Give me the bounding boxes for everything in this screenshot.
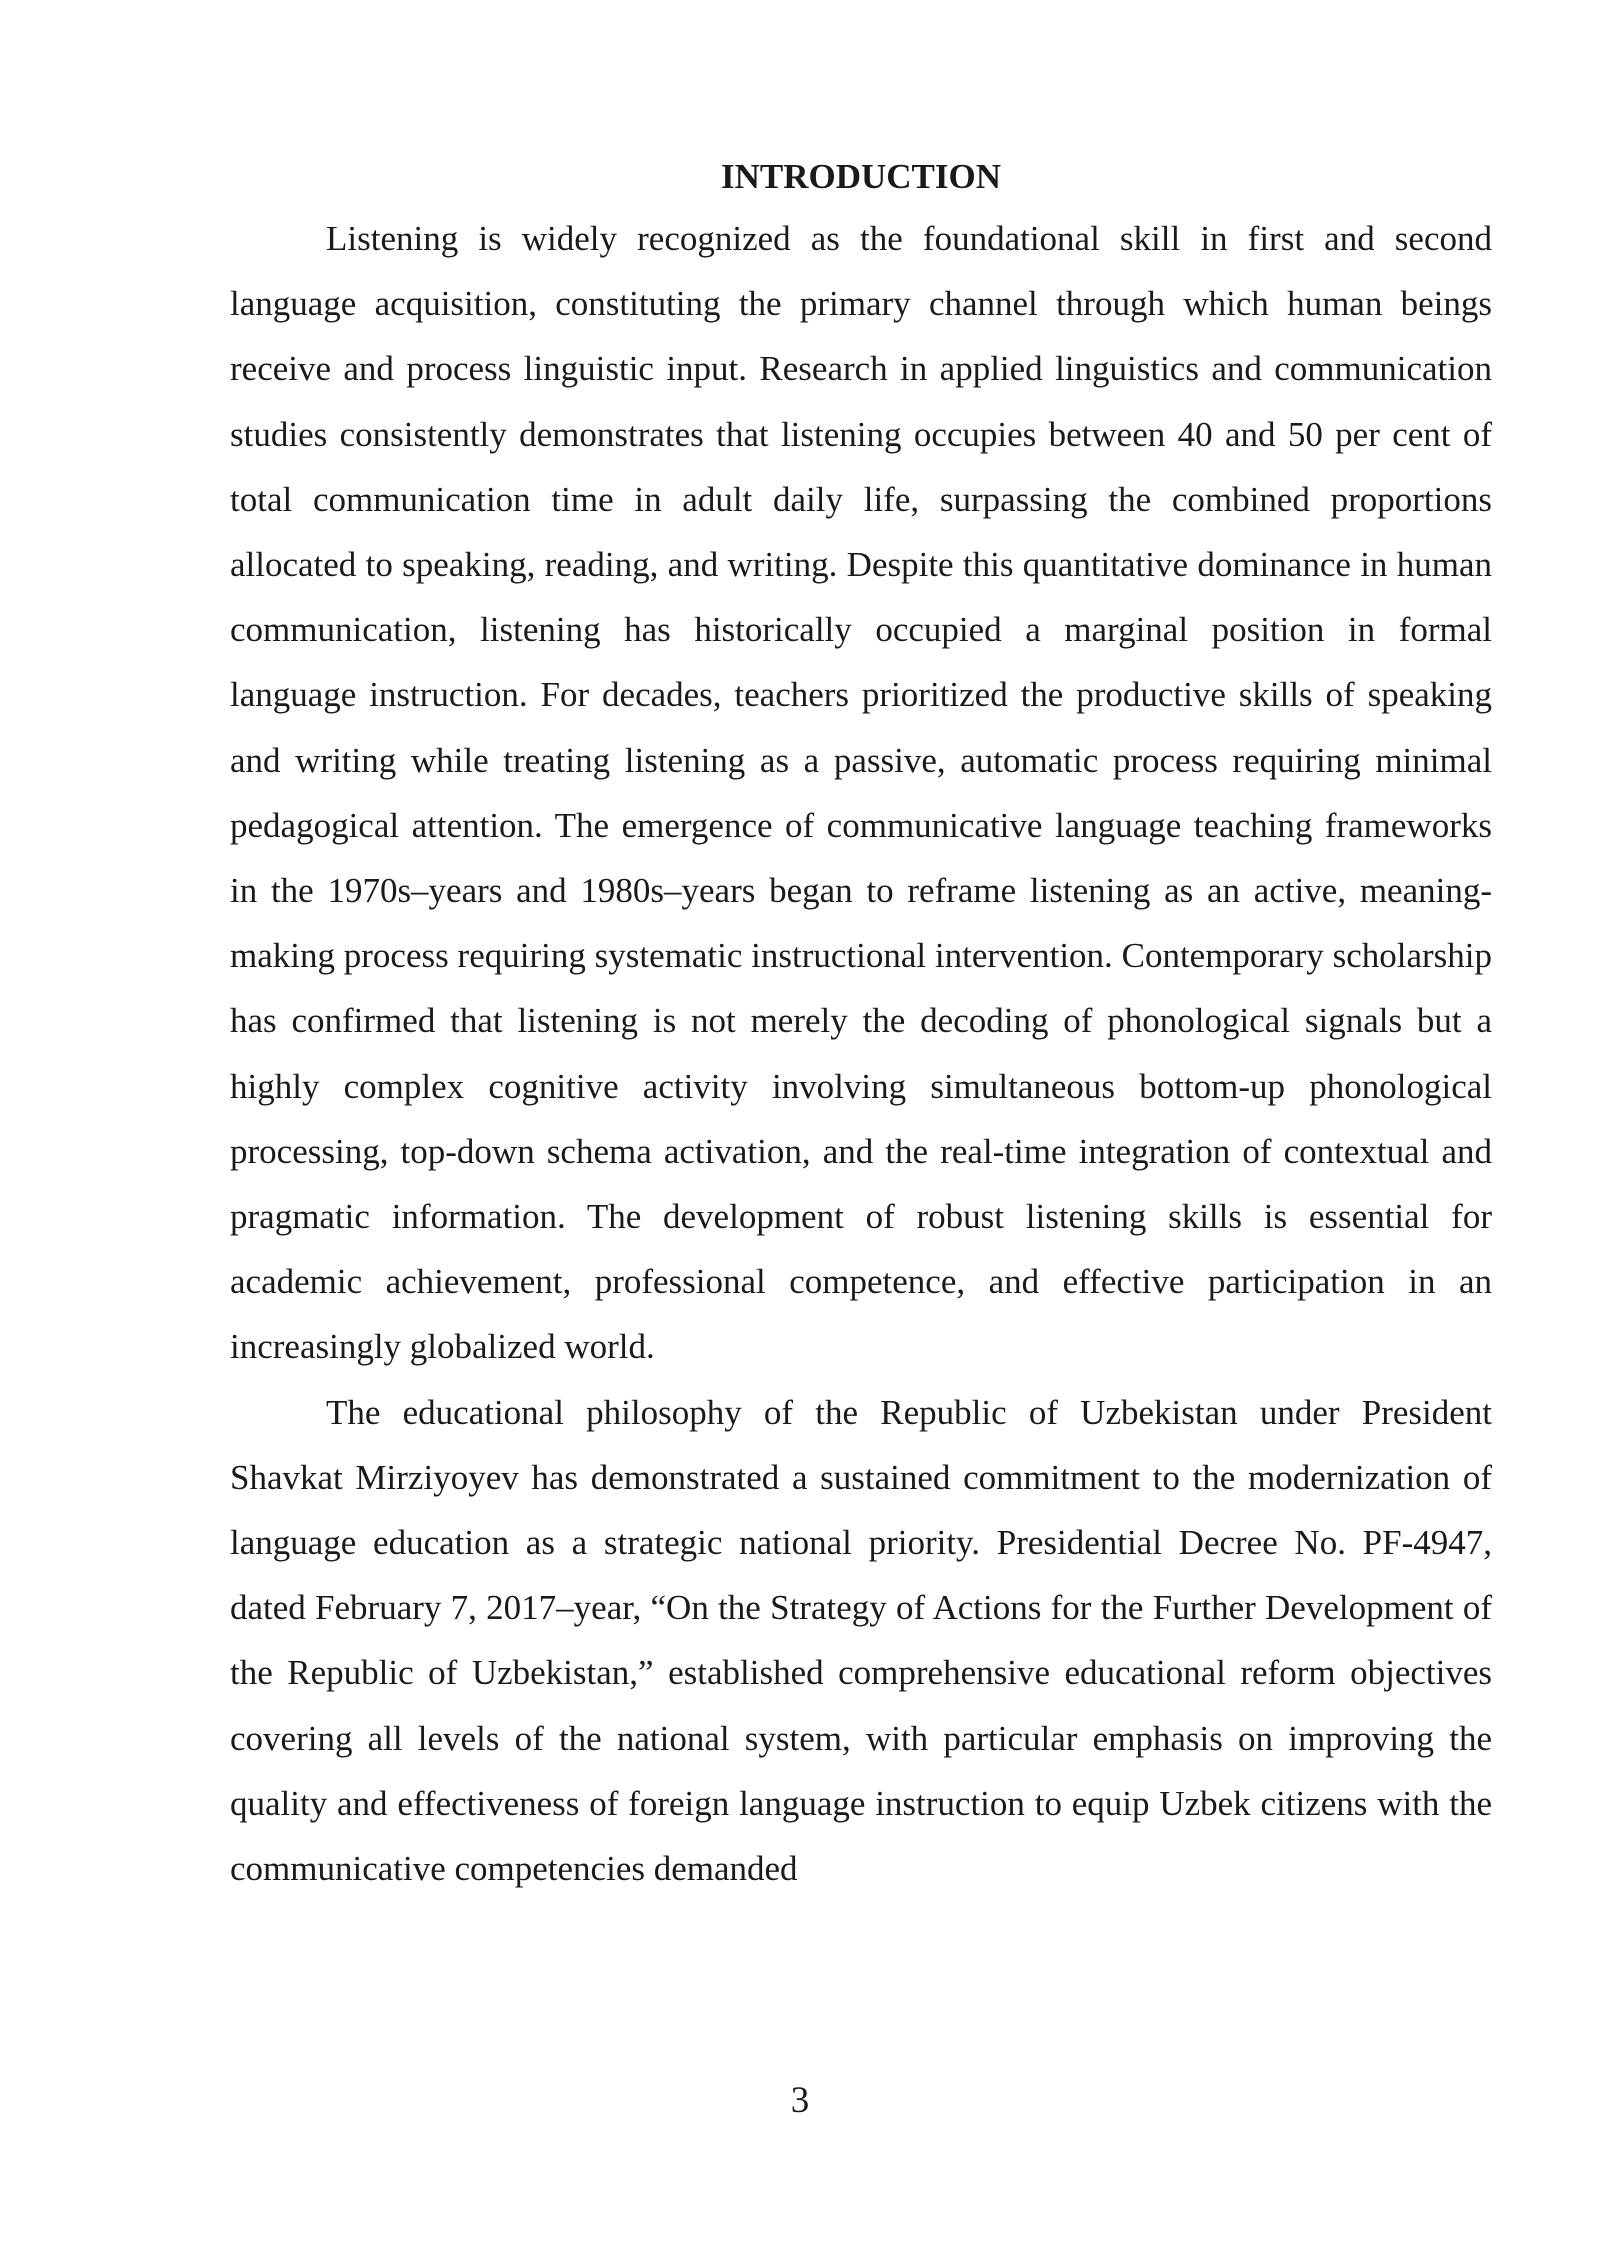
page-number: 3	[790, 2080, 810, 2121]
section-heading: INTRODUCTION	[720, 157, 1002, 196]
body-paragraph-1: Listening is widely recognized as the foundational skill in first and second language acquisition, constituting the primary channel through which human beings receive and process linguistic input. Research in applied linguistics and communication studies consistently demonstrates that listening occupies between 40 and 50 per cent of total communication time in adult daily life, surpassing the combined proportions allocated to speaking, reading, and writing. Despite this quantitative dominance in human communication, listening has historically occupied a marginal position in formal language instruction. For decades, teachers prioritized the productive skills of speaking and writing while treating listening as a passive, automatic process requiring minimal pedagogical attention. The emergence of communicative language teaching frameworks in the 1970s–years and 1980s–years began to reframe listening as an active, meaning-making process requiring systematic instructional intervention. Contemporary scholarship has confirmed that listening is not merely the decoding of phonological signals but a highly complex cognitive activity involving simultaneous bottom-up phonological processing, top-down schema activation, and the real-time integration of contextual and pragmatic information. The development of robust listening skills is essential for academic achievement, professional competence, and effective participation in an increasingly globalized world.	[230, 219, 1492, 1367]
page-body	[230, 148, 1492, 1901]
body-paragraph-2: The educational philosophy of the Republic of Uzbekistan under President Shavkat Mirziyoyev has demonstrated a sustained commitment to the modernization of language education as a strategic national priority. Presidential Decree No. PF-4947, dated February 7, 2017–year, “On the Strategy of Actions for the Further Development of the Republic of Uzbekistan,” established comprehensive educational reform objectives covering all levels of the national system, with particular emphasis on improving the quality and effectiveness of foreign language instruction to equip Uzbek citizens with the communicative competencies demanded	[230, 1392, 1492, 1889]
